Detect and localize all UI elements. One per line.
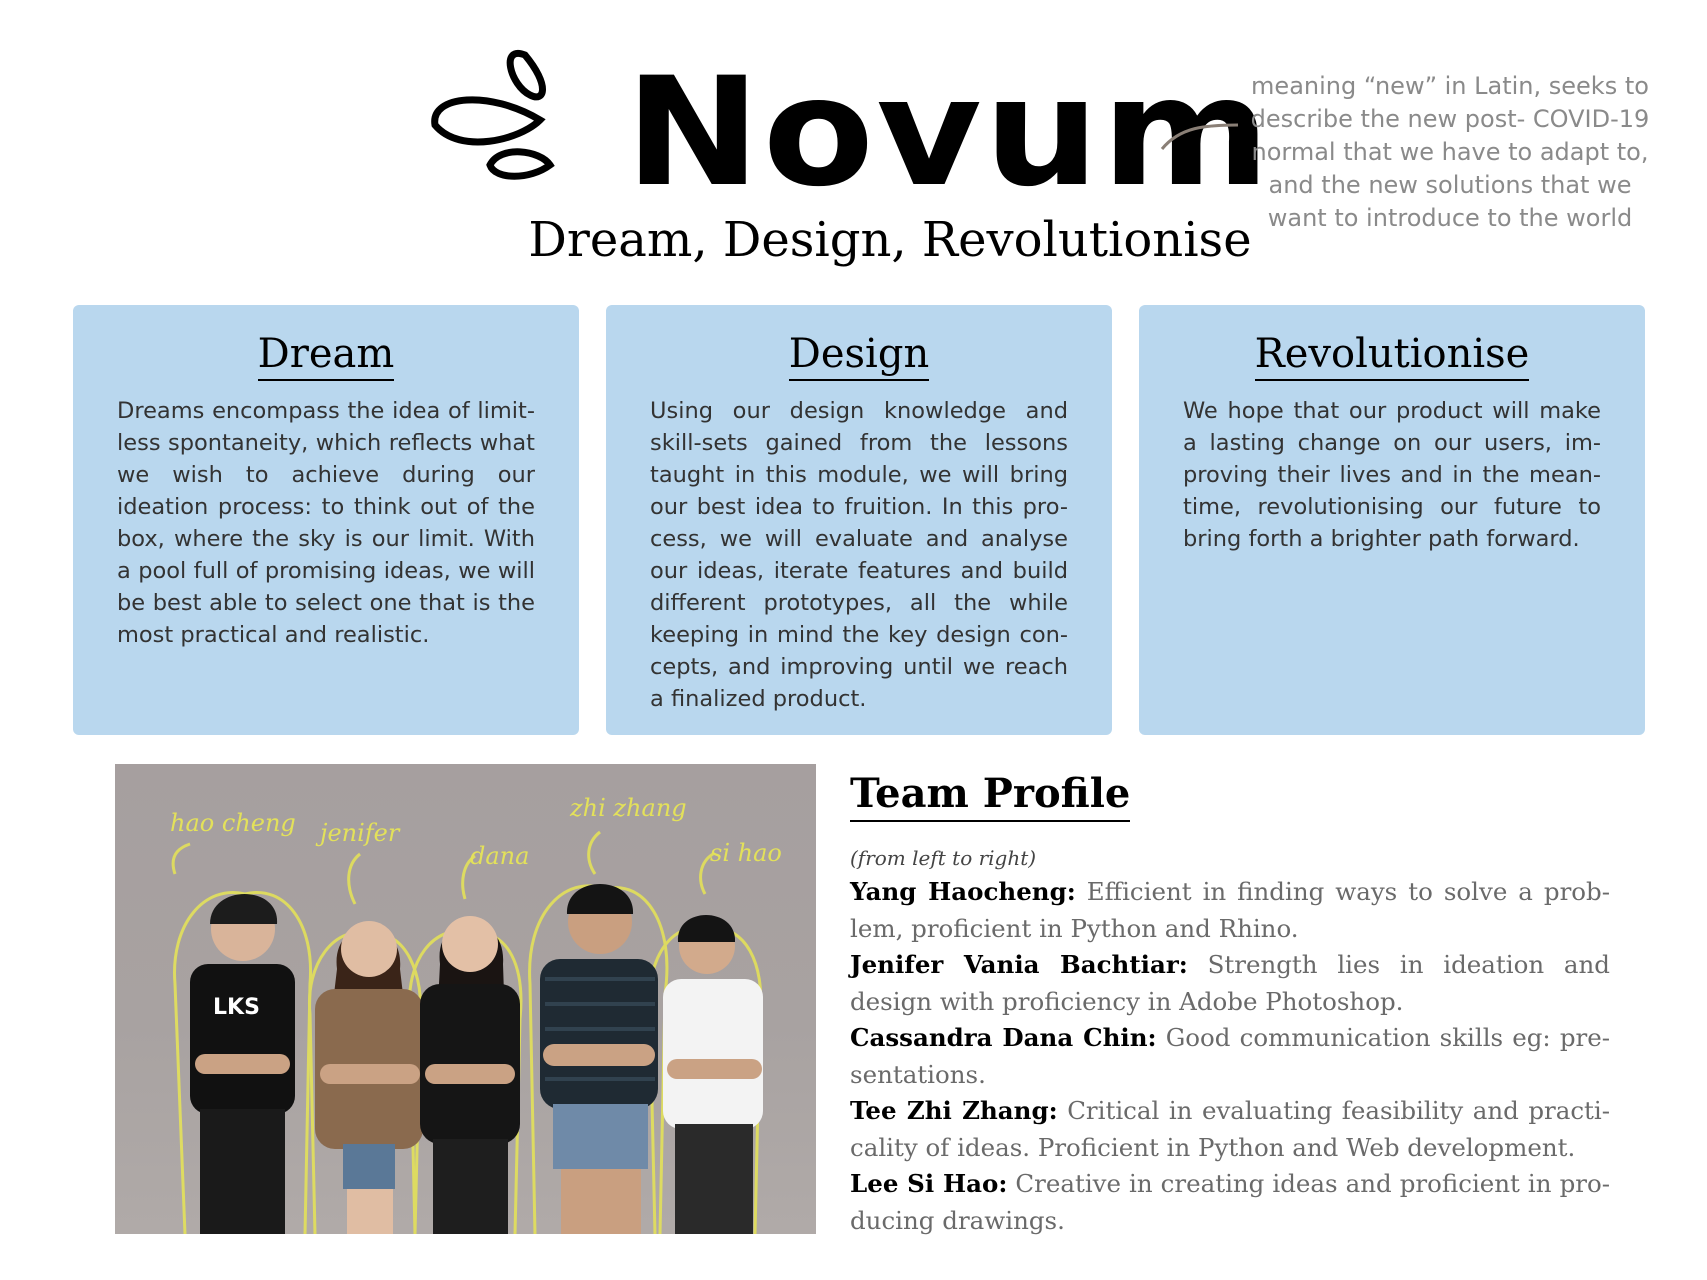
pillar-card-design [606, 305, 1112, 735]
photo-label-zhizhang: zhi zhang [570, 794, 687, 822]
photo-label-dana: dana [470, 842, 530, 870]
photo-label-jenifer: jenifer [320, 819, 400, 847]
member-description: Creative in creating ideas and proficient in pro-ducing drawings. [850, 1169, 1611, 1235]
member-description: Good communication skills eg: pre-sentations. [850, 1023, 1610, 1089]
member-entry [850, 947, 1610, 1020]
pillar-card-revolutionise [1139, 305, 1645, 735]
team-order-note: (from left to right) [850, 846, 1037, 870]
photo-label-sihao: si hao [710, 839, 782, 867]
pillar-body: We hope that our product will make a lasting change on our users, im-proving their lives and in the mean-time, revolutionising our future to bring forth a brighter path forward. [1183, 398, 1601, 552]
pillar-body: Using our design knowledge and skill-sets gained from the lessons taught in this module, we will bring our best idea to fruition. In this pro-cess, we will evaluate and analyse our ideas, iterate features and build different prototypes, all the while keeping in mind the key design con-cepts, and improving until we reach a finalized product. [650, 398, 1068, 712]
member-entry [850, 1020, 1610, 1093]
team-profile-title: Team Profile [850, 770, 1130, 822]
photo-label-haocheng: hao cheng [170, 809, 296, 837]
logo-swirl-icon [430, 45, 590, 185]
member-list [850, 874, 1610, 1239]
member-entry [850, 1093, 1610, 1166]
pillar-card-dream [73, 305, 579, 735]
pillar-title: Design [789, 331, 929, 381]
tagline: Dream, Design, Revolutionise [528, 212, 1252, 268]
member-name: Tee Zhi Zhang: [850, 1096, 1058, 1125]
member-entry [850, 1166, 1610, 1239]
pillar-title: Dream [258, 331, 395, 381]
member-description: Strength lies in ideation and design with proficiency in Adobe Photoshop. [850, 950, 1610, 1016]
shirt-text: LKS [213, 995, 260, 1020]
member-name: Jenifer Vania Bachtiar: [850, 950, 1188, 979]
connector-line [1160, 115, 1240, 155]
member-name: Lee Si Hao: [850, 1169, 1008, 1198]
member-entry [850, 874, 1610, 947]
member-description: Critical in evaluating feasibility and practi-cality of ideas. Proficient in Python and Web development. [850, 1096, 1611, 1162]
pillar-body: Dreams encompass the idea of limit-less spontaneity, which reflects what we wish to achieve during our ideation process: to think out of the box, where the sky is our limit. With a pool full of promising ideas, we will be best able to select one that is the most practical and realistic. [117, 398, 535, 648]
member-name: Cassandra Dana Chin: [850, 1023, 1157, 1052]
pillar-title: Revolutionise [1255, 331, 1530, 381]
member-description: Efficient in finding ways to solve a prob-lem, proficient in Python and Rhino. [850, 877, 1610, 943]
team-photo [115, 764, 816, 1234]
page-title: Novum [625, 46, 1273, 220]
member-name: Yang Haocheng: [850, 877, 1076, 906]
name-meaning-note: meaning “new” in Latin, seeks to describe the new post- COVID-19 normal that we have to adapt to, and the new solutions that we want to introduce to the world [1250, 72, 1650, 232]
